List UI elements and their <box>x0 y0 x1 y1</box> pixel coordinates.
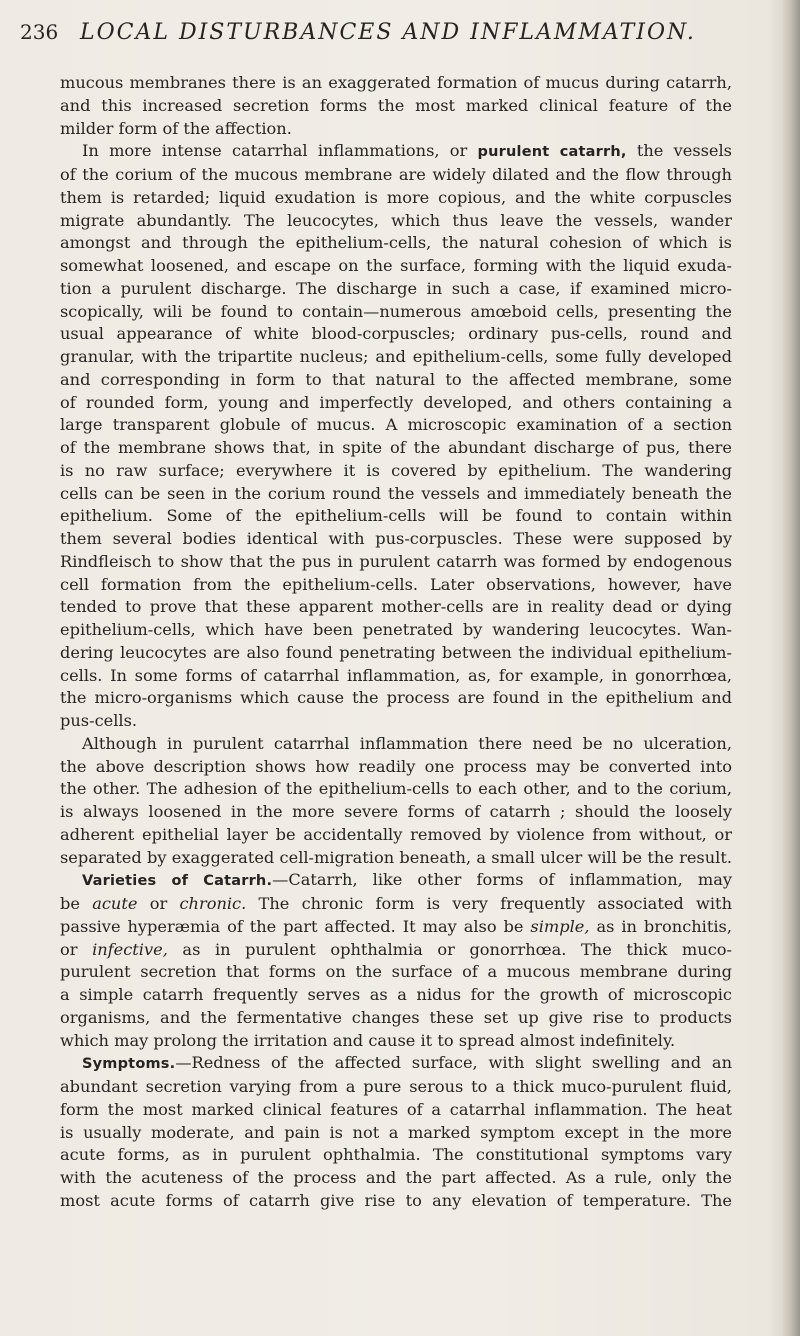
line-text: dering leucocytes are also found penetrating between the individual epithelium- <box>60 642 732 662</box>
line-text: or <box>60 939 93 959</box>
text-line <box>60 551 732 574</box>
line-text: acute forms, as in purulent ophthalmia. The constitutional symptoms vary <box>60 1145 732 1165</box>
line-text: epithelium-cells, which have been penetrated by wandering leucocytes. Wan- <box>60 620 732 639</box>
line-text: granular, with the tripartite nucleus; and epithelium-cells, some fully developed <box>60 347 732 366</box>
line-text: which may prolong the irritation and cause it to spread almost indefinitely. <box>60 1030 676 1050</box>
page-number: 236 <box>20 20 59 44</box>
page-header <box>20 20 760 54</box>
line-text: most acute forms of catarrh give rise to any elevation of temperature. The <box>60 1190 732 1210</box>
text-line <box>60 483 732 506</box>
line-text: the micro-organisms which cause the process are found in the epithelium and <box>60 688 732 708</box>
text-line <box>60 323 732 346</box>
line-text: is no raw surface; everywhere it is covered by epithelium. The wandering <box>60 460 732 480</box>
text-line <box>60 778 732 801</box>
text-line <box>60 869 732 893</box>
text-line <box>60 1144 732 1167</box>
line-text: large transparent globule of mucus. A microscopic examination of a section <box>60 415 732 435</box>
text-line <box>60 232 732 255</box>
text-line <box>60 164 732 187</box>
text-line <box>60 1076 732 1099</box>
line-text: and corresponding in form to that natural to the affected membrane, some <box>60 369 732 389</box>
text-line <box>60 346 732 369</box>
line-text: cells can be seen in the corium round the vessels and immediately beneath the <box>60 483 732 503</box>
line-text: of the corium of the mucous membrane are widely dilated and the flow through <box>60 165 732 184</box>
text-line <box>60 665 732 688</box>
line-text: Rindfleisch to show that the pus in purulent catarrh was formed by endogenous <box>60 551 732 571</box>
section-heading: Varieties of Catarrh. <box>82 873 273 890</box>
text-line <box>60 1052 732 1076</box>
text-line <box>60 710 732 733</box>
line-text: adherent epithelial layer be accidentally removed by violence from without, or <box>60 824 732 844</box>
text-line <box>60 574 732 597</box>
line-text: be <box>60 894 93 913</box>
text-line <box>60 801 732 824</box>
text-line <box>60 505 732 528</box>
line-text: is always loosened in the more severe forms of catarrh ; should the loosely <box>60 802 732 821</box>
section-heading: Symptoms. <box>82 1056 176 1073</box>
line-text: separated by exaggerated cell-migration beneath, a small ulcer will be the result. <box>60 847 732 867</box>
text-line <box>60 301 732 324</box>
line-text: purulent secretion that forms on the surface of a mucous membrane during <box>60 962 732 982</box>
text-line <box>60 187 732 210</box>
text-line <box>60 756 732 779</box>
text-line <box>60 687 732 710</box>
line-text: tion a purulent discharge. The discharge in such a case, if examined micro- <box>60 278 732 298</box>
text-line <box>60 369 732 392</box>
line-text: abundant secretion varying from a pure serous to a thick muco-purulent fluid, <box>60 1077 732 1096</box>
text-line <box>60 1099 732 1122</box>
italic-term: simple, <box>530 916 590 936</box>
text-line <box>60 642 732 665</box>
line-text: somewhat loosened, and escape on the surface, forming with the liquid exuda- <box>60 256 732 275</box>
text-line <box>60 255 732 278</box>
line-text: In more intense catarrhal inflammations, or <box>82 141 478 161</box>
line-text: milder form of the affection. <box>60 118 292 138</box>
text-line <box>60 847 732 870</box>
page-edge-shadow <box>782 0 800 1336</box>
text-line <box>60 1122 732 1145</box>
line-text: them several bodies identical with pus-corpuscles. These were supposed by <box>60 529 732 548</box>
line-text: a simple catarrh frequently serves as a nidus for the growth of microscopic <box>60 985 732 1004</box>
text-line <box>60 528 732 551</box>
line-text: of the membrane shows that, in spite of the abundant discharge of pus, there <box>60 438 732 457</box>
text-line <box>60 1190 732 1213</box>
text-line <box>60 1007 732 1030</box>
line-text: the other. The adhesion of the epithelium-cells to each other, and to the corium, <box>60 779 732 799</box>
line-text: the above description shows how readily one process may be converted into <box>60 756 732 776</box>
section-heading: purulent catarrh, <box>477 144 627 161</box>
text-line <box>60 824 732 847</box>
italic-term: chronic. <box>179 894 247 913</box>
text-line <box>60 414 732 437</box>
line-text: migrate abundantly. The leucocytes, which thus leave the vessels, wander <box>60 210 732 230</box>
line-text: the vessels <box>626 141 732 161</box>
text-line <box>60 140 732 164</box>
line-text: as in purulent ophthalmia or gonorrhœa. The thick muco- <box>167 939 732 959</box>
line-text: is usually moderate, and pain is not a marked symptom except in the more <box>60 1122 732 1142</box>
line-text: with the acuteness of the process and the part affected. As a rule, only the <box>60 1168 732 1187</box>
line-text: them is retarded; liquid exudation is more copious, and the white corpuscles <box>60 187 732 207</box>
text-line <box>60 72 732 95</box>
running-head: LOCAL DISTURBANCES AND INFLAMMATION. <box>80 20 696 45</box>
line-text: amongst and through the epithelium-cells, the natural cohesion of which is <box>60 233 732 253</box>
text-line <box>60 1167 732 1190</box>
line-text: organisms, and the fermentative changes these set up give rise to products <box>60 1007 732 1027</box>
line-text: and this increased secretion forms the most marked clinical feature of the <box>60 95 732 115</box>
text-line <box>60 916 732 939</box>
line-text: pus-cells. <box>60 711 138 730</box>
line-text: passive hyperæmia of the part affected. It may also be <box>60 916 531 936</box>
italic-term: acute <box>92 894 138 913</box>
text-line <box>60 437 732 460</box>
line-text: The chronic form is very frequently associated with <box>246 894 732 913</box>
text-line <box>60 460 732 483</box>
text-line <box>60 961 732 984</box>
line-text: tended to prove that these apparent mother-cells are in reality dead or dying <box>60 597 732 617</box>
text-line <box>60 596 732 619</box>
line-text: as in bronchitis, <box>589 916 732 936</box>
text-line <box>60 1030 732 1053</box>
line-text: or <box>137 894 180 913</box>
line-text: usual appearance of white blood-corpuscles; ordinary pus-cells, round and <box>60 324 732 344</box>
line-text: cell formation from the epithelium-cells. Later observations, however, have <box>60 574 732 594</box>
text-line <box>60 210 732 233</box>
line-text: cells. In some forms of catarrhal inflammation, as, for example, in gonorrhœa, <box>60 665 732 685</box>
body-text <box>60 72 732 1213</box>
line-text: Although in purulent catarrhal inflammation there need be no ulceration, <box>82 733 732 753</box>
line-text: —Catarrh, like other forms of inflammation, may <box>272 870 732 890</box>
text-line <box>60 118 732 141</box>
line-text: of rounded form, young and imperfectly developed, and others containing a <box>60 392 732 412</box>
text-line <box>60 278 732 301</box>
line-text: —Redness of the affected surface, with slight swelling and an <box>175 1053 732 1073</box>
line-text: form the most marked clinical features of a catarrhal inflammation. The heat <box>60 1099 732 1119</box>
line-text: scopically, wili be found to contain—numerous amœboid cells, presenting the <box>60 301 732 321</box>
italic-term: infective, <box>92 939 168 959</box>
text-line <box>60 392 732 415</box>
line-text: epithelium. Some of the epithelium-cells will be found to contain within <box>60 506 732 526</box>
text-line <box>60 984 732 1007</box>
line-text: mucous membranes there is an exaggerated formation of mucus during catarrh, <box>60 73 732 92</box>
text-line <box>60 893 732 916</box>
text-line <box>60 939 732 962</box>
text-line <box>60 619 732 642</box>
text-line <box>60 95 732 118</box>
text-line <box>60 733 732 756</box>
